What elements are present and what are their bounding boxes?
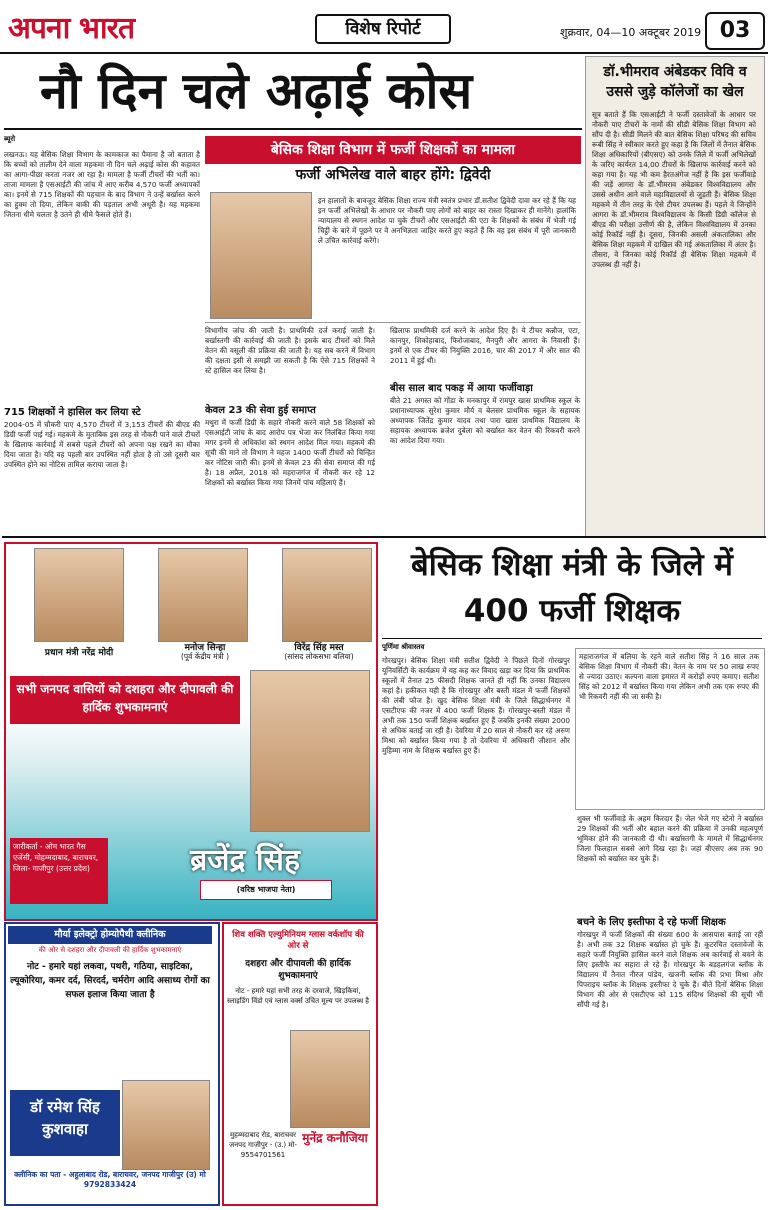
person2-title: (पूर्व केंद्रीय मंत्री ) (180, 652, 230, 661)
story2-body-4: गोरखपुर में फर्जी शिक्षकों की संख्या 600 के आसपास बताई जा रही है। अभी तक 32 शिक्षक बर्खास्त हो चुके हैं। कूटरचित दस्तावेजों के सहारे फर्जी नियुक्ति हासिल करने वाले शिक्षक अब कार्रवाई से बचने के लिए इस्तीफे का सहारा ले रहे हैं। गोरखपुर के बड़हलगंज ब्लॉक के विद्यालय में तैनात नीरज पांडेय, खजनी ब्लॉक की प्रभा मिश्रा और पिपराइच ब्लॉक के शिक्षक इस्तीफा दे चुके हैं। बीते दिनों बेसिक शिक्षा विभाग की ओर से एसटीएफ को 115 संदिग्ध शिक्षकों की सूची भी सौंपी गई है। (577, 930, 763, 1009)
lead-body-3: विभागीय जांच की जाती है। प्राथमिकी दर्ज कराई जाती है। बर्खास्तगी की कार्रवाई की जाती है। इसके बाद टीचरों को मिले वेतन की वसूली की प्रक्रिया की जाती है। यह सब करने में विभाग की दक्षता इसी से समझी जा सकती है कि ऐसे 715 शिक्षकों ने स्टे हासिल कर लिया है। (205, 326, 375, 375)
lead-headline: नौ दिन चले अढ़ाई कोस (40, 62, 473, 120)
lead-body-4: मथुरा में फर्जी डिग्री के सहारे नौकरी करने वाले 58 शिक्षकों को एसआईटी जांच के बाद आरोप पत्र भेजा कर निलंबित किया गया मगर इनमें से अधिकांश को स्थगन आदेश मिल गया। महकमे की सूची की माने तो विभाग ने महज 1400 फर्जी टीचरों को चिन्हित कर नोटिस जारी की। इनमें से केवल 23 की सेवा समाप्त की गई है। 18 अप्रैल, 2018 को महराजगंज में नौकरी कर रहे 12 शिक्षकों को बर्खास्त किया गया जिनमें पांच महिलाएं हैं। (205, 418, 375, 487)
divider (205, 322, 581, 323)
shop-note: नोट - हमारे यहां सभी तरह के दरवाजे, खिड़कियां, स्लाइडिंग विंडो एवं ग्लास वर्क्स उचित मूल्य पर उपलब्ध है (226, 987, 370, 1005)
shop-title: शिव शक्ति एल्युमिनियम ग्लास वर्कशॉप की ओर से (232, 930, 364, 951)
main-person-name: ब्रजेंद्र सिंह (190, 843, 300, 878)
clinic-greeting: की ओर से दशहरा और दीपावली की हार्दिक शुभकामनाएं (38, 946, 182, 954)
story2-byline: पूर्णिमा श्रीवास्तव (382, 643, 425, 651)
person3-name: विरेंद्र सिंह मस्त (294, 643, 344, 653)
ad-issuer: जारीकर्ता - ओम भारत गैस एजेंसी, मोहम्मदाबाद, बाराचवर, जिला- गाजीपुर (उत्तर प्रदेश) (10, 838, 108, 904)
clinic-address: क्लीनिक का पता - अहुलाबाद रोड, बाराचवर, जनपद गाजीपुर (उ) मो 9792833424 (14, 1170, 206, 1189)
box-col-text: खिलाफ प्राथमिकी दर्ज करने के आदेश दिए हैं। ये टीचर कन्नौज, एटा, कानपुर, शिकोहाबाद, फिरोजाबाद, मैनपुरी और आगरा के निवासी हैं। इनमें से एक टीचर की नियुक्ति 2016, चार की 2017 में और सात की 2011 में हुई थी। (390, 326, 580, 365)
lead-body: लखनऊ। यह बेसिक शिक्षा विभाग के कामकाज का पैमाना है जो बताता है कि बच्चों को तालीम देने वाला महकमा नौ दिन चले अढ़ाई कोस की कहावत का आगा-पीछा करता नजर आ रहा है। मामला है फर्जी टीचरों की भर्ती का। ताजा मामला है एसआईटी की जांच में आए करीब 4,570 फर्जी अध्यापकों का। इनमें से 715 शिक्षकों की पहचान के बाद विभाग ने उन्हें बर्खास्त करने का हुक्म तो दिया, लेकिन बाकी की पड़ताल अभी अधूरी है। यह महकमा जितना धीमे चलता है उतने ही धीमे फैसले होते हैं। (4, 150, 200, 219)
story2-body-1: गोरखपुर। बेसिक शिक्षा मंत्री सतीश द्विवेदी ने पिछले दिनों गोरखपुर यूनिवर्सिटी के कार्यक्रम में यह कह कर विवाद खड़ा कर दिया कि प्राथमिक स्कूलों में तैनात 25 फीसदी शिक्षक जानते ही नहीं कि उनका विद्यालय कहां है। हकीकत यही है कि गोरखपुर और बस्ती मंडल में फर्जी शिक्षकों की लंबी फौज है। खुद बेसिक शिक्षा मंत्री के जिले सिद्धार्थनगर में एसटीएफ की नजर में 400 फर्जी शिक्षक हैं। गोरखपुर-बस्ती मंडल में अभी तक 150 फर्जी शिक्षक बर्खास्त हुए हैं जबकि इनकी संख्या 2000 से अधिक बताई जा रही है। देवरिया में 20 साल से नौकरी कर रहे अरुण मिश्रा को बर्खास्त किया गया है तो देवरिया में अधिकारी जीशान और मुहिम्मा नाम के शिक्षक बर्खास्त हुए हैं। (382, 656, 570, 755)
story-banner: बेसिक शिक्षा विभाग में फर्जी शिक्षकों का मामला (205, 136, 581, 164)
story2-body-3: शुक्ल भी फर्जीवाड़े के अहम किरदार हैं। जेल भेजे गए स्टेनो ने बर्खास्त 29 शिक्षकों की भर्ती और बहाल करने की प्रक्रिया में उनकी महत्वपूर्ण भूमिका होने की जानकारी दी थी। बर्खास्तगी के मामले में सिद्धार्थनगर जिला फिलहाल सबसे आगे दिख रहा है। जहां बीएसए अब तक 90 शिक्षकों को बर्खास्त कर चुके हैं। (577, 814, 763, 863)
dateline: ब्यूरो (4, 135, 16, 143)
story2-headline: बेसिक शिक्षा मंत्री के जिले में 400 फर्जी शिक्षक (411, 547, 733, 629)
issue-date: शुक्रवार, 04—10 अक्टूबर 2019 (560, 26, 702, 39)
shop-greeting: दशहरा और दीपावली की हार्दिक शुभकामनाएं (245, 959, 351, 981)
divider (2, 536, 766, 538)
shop-address: मुहम्मदाबाद रोड, बाराचवर जनपद गाजीपुर - (उ.) मो- 9554701561 (229, 1131, 297, 1159)
lead-body-2: 2004-05 में चौकरी पाए 4,570 टीचरों में 3,153 टीचरों की बीएड की डिग्री फर्जी पाई गई। महकमे के मुताबिक इस तरह से नौकरी पाने वाले टीचरों के खिलाफ कार्रवाई में सबसे पहले टीचरों को अपना पक्ष रखने का मौका दिया जाता है। यदि वह पहली बार उपस्थित नहीं होता है तो उसे दूसरी बार उपस्थित होने का नोटिस तामिल कराया जाता है। (4, 420, 200, 469)
divider (382, 638, 762, 639)
sidebar-body: सूत्र बताते हैं कि एसआईटी ने फर्जी दस्तावेजों के आधार पर नौकरी पाए टीचरों के नामों की सीडी बेसिक शिक्षा विभाग को सौंप दी है। सीडी मिलने की बात बेसिक शिक्षा परिषद की सचिव रूबी सिंह ने स्वीकार करते हुए कहा है कि जिलों में तैनात बेसिक शिक्षा अधिकारियों (बीएसए) को उनके जिले में फर्जी अभिलेखों के जरिए कार्यरत 14,00 टीचरों के खिलाफ कार्रवाई करने को कहा गया है। यह भी कम हैरतअंगेज नहीं है कि इस फर्जीवाड़े की जड़ें आगरा के डॉ.भीमराव अंबेडकर विश्वविद्यालय और उससे अधीन आने वाले महाविद्यालयों से जुड़ती हैं। बेसिक शिक्षा महकमे में तीन तरह के ऐसे टीचर उपलब्ध हैं। पहले वे जिन्होंने आगरा के डॉ.भीमराव विश्वविद्यालय के किसी डिग्री कॉलेज से बीएड की परीक्षा उत्तीर्ण की है, लेकिन विश्वविद्यालय में उनका कोई रिकॉर्ड नहीं है। दूसरा, जिनकी असली अंकतालिका और बेसिक शिक्षा महकमे में दाखिल की गई अंकतालिका में अंतर है। तीसरा, वे जिनका कोई रिकॉर्ड ही बेसिक शिक्षा महकमे में उपलब्ध ही नहीं है। (592, 110, 756, 269)
newspaper-logo: अपना भारत (8, 11, 135, 46)
subhead-resigning: बचने के लिए इस्तीफा दे रहे फर्जी शिक्षक (577, 917, 726, 928)
quote-headline: फर्जी अभिलेख वाले बाहर होंगे: द्विवेदी (295, 167, 491, 183)
person3-photo (282, 548, 372, 642)
box-col-text-2: बीते 21 अगस्त को गोंडा के मनकापुर में रामपुर खास प्राथमिक स्कूल के प्रधानाध्यापक सुरेश कुमार मौर्य व बेलसर प्राथमिक स्कूल के सहायक अध्यापक जितेंद्र कुमार यादव तथा पारा खास प्राथमिक विद्यालय के सहायक अध्यापक ब्रजेश दुबेला को बर्खास्त कर वेतन की रिकवरी करने का आदेश दिया गया। (390, 396, 580, 445)
minister-photo (210, 192, 312, 319)
sidebar-headline: डॉ.भीमराव अंबेडकर विवि व उससे जुड़े कॉलेजों का खेल (603, 64, 747, 100)
subhead-twenty-years: बीस साल बाद पकड़ में आया फर्जीवाड़ा (390, 383, 533, 394)
quote-body: इन हालातों के बावजूद बेसिक शिक्षा राज्य मंत्री स्वतंत्र प्रभार डॉ.सतीश द्विवेदी दावा कर रहे हैं कि यह इन फर्जी अभिलेखों के आधार पर नौकरी पाए लोगों को बाहर का रास्ता दिखाकर ही मानेंगे। हालांकि न्यायालय से स्थगन आदेश पा चुके टीचरों और एसआईटी की एटा के शिक्षकों के संबंध में भेजी गई चिट्ठी के बारे में पूछने पर वे अनभिज्ञता जाहिर करते हुए कहते हैं कि वह इस संबंध में पूरी जानकारी ले उचित कार्रवाई करेंगे। (318, 196, 576, 245)
person2-photo (158, 548, 248, 642)
person3-title: (सांसद लोकसभा बलिया) (284, 652, 354, 661)
section-label: विशेष रिपोर्ट (315, 14, 451, 44)
divider (4, 128, 582, 130)
page-number: 03 (705, 12, 765, 50)
clinic-title: मौर्या इलेक्ट्रो होम्योपैथी क्लीनिक (8, 926, 212, 944)
person1-name: प्रधान मंत्री नरेंद्र मोदी (44, 648, 114, 658)
subhead-service-ended: केवल 23 की सेवा हुई समाप्त (205, 405, 316, 416)
owner-photo (290, 1030, 370, 1128)
doctor-name: डॉ रमेश सिंह कुशवाहा (10, 1090, 120, 1156)
doctor-photo (122, 1080, 210, 1170)
person1-photo (34, 548, 124, 642)
person2-name: मनोज सिन्हा (184, 643, 226, 653)
story2-body-2: महाराजगंज में बलिया के रहने वाले सतीश सिंह ने 16 साल तक बेसिक शिक्षा विभाग में नौकरी की। वेतन के नाम पर 50 लाख रुपए से ज्यादा उठाए। कल्पना वाला इमारत में करोड़ों रुपए कमाए। सतीश सिंह को 2012 में बर्खास्त किया गया लेकिन अभी तक एक रुपए की भी रिकवरी नहीं की जा सकी है। (579, 652, 759, 701)
main-person-photo (250, 670, 370, 832)
greeting-banner: सभी जनपद वासियों को दशहरा और दीपावली की हार्दिक शुभकामनाएं (10, 676, 240, 724)
clinic-note: नोट - हमारे यहां लकवा, पथरी, गठिया, साइटिका, ल्यूकोरिया, कमर दर्द, सिरदर्द, चर्मरोग आदि असाध्य रोगों का सफल इलाज किया जाता है (10, 962, 210, 1000)
subhead-stay: 715 शिक्षकों ने हासिल कर लिया स्टे (4, 407, 141, 418)
main-person-title: (वरिष्ठ भाजपा नेता) (200, 880, 332, 900)
shop-owner: मुनेंद्र कनौजिया (302, 1131, 368, 1145)
